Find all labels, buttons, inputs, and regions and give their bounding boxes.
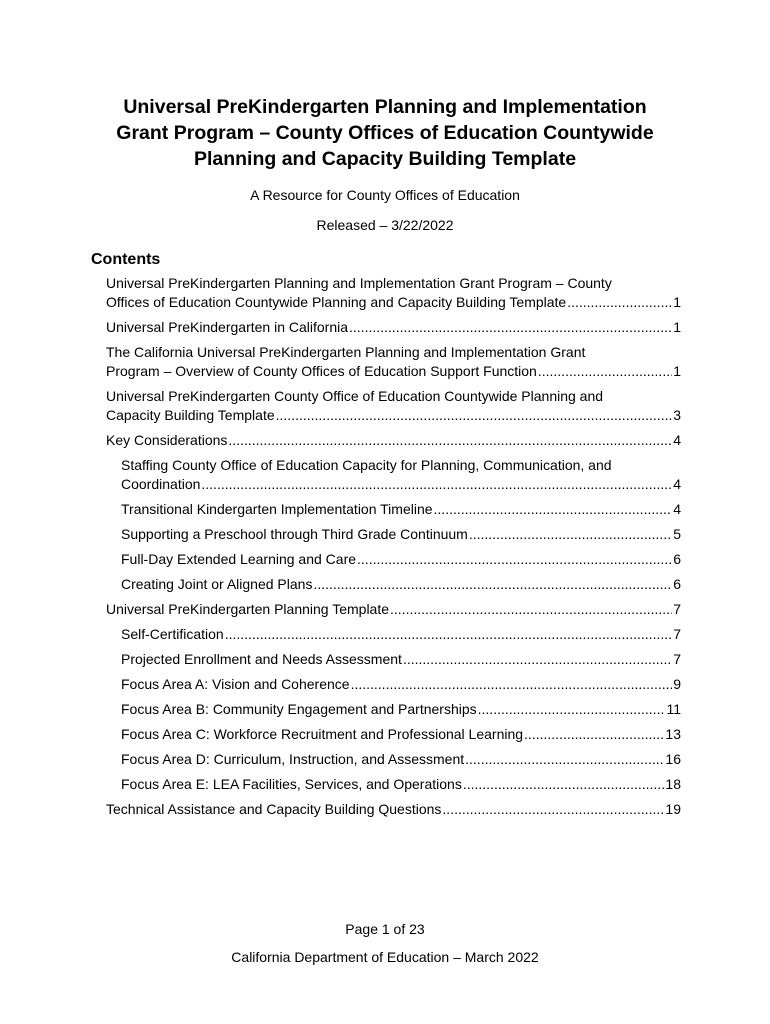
toc-dot-leader — [313, 575, 672, 594]
toc-dot-leader — [276, 406, 673, 425]
toc-entry[interactable] — [121, 750, 681, 769]
toc-dot-leader — [357, 550, 672, 569]
toc-entry-title: Focus Area D: Curriculum, Instruction, and Assessment — [121, 751, 465, 767]
toc-dot-leader — [524, 725, 664, 744]
toc-entry[interactable] — [106, 600, 681, 619]
toc-entry-line — [121, 525, 681, 544]
toc-dot-leader — [351, 675, 673, 694]
toc-entry[interactable] — [106, 431, 681, 450]
toc-dot-leader — [567, 293, 672, 312]
toc-entry[interactable] — [121, 775, 681, 794]
toc-entry-title: Focus Area C: Workforce Recruitment and Professional Learning — [121, 726, 524, 742]
toc-dot-leader — [390, 600, 672, 619]
toc-dot-leader — [465, 750, 664, 769]
toc-entry-title: Self-Certification — [121, 626, 224, 642]
toc-entry-line — [121, 575, 681, 594]
toc-entry[interactable] — [121, 725, 681, 744]
toc-dot-leader — [442, 800, 664, 819]
toc-entry-line — [121, 675, 681, 694]
toc-entry-line — [106, 431, 681, 450]
toc-entry[interactable] — [121, 456, 681, 494]
toc-entry[interactable] — [106, 800, 681, 819]
toc-page-number: 4 — [673, 501, 681, 517]
toc-entry-line — [121, 500, 681, 519]
toc-entry-title: Coordination — [121, 476, 201, 492]
toc-entry-title: Supporting a Preschool through Third Grade Continuum — [121, 526, 468, 542]
toc-entry-title: Creating Joint or Aligned Plans — [121, 576, 313, 592]
toc-page-number: 19 — [665, 801, 681, 817]
toc-entry-line — [106, 406, 681, 425]
toc-page-number: 18 — [665, 776, 681, 792]
toc-entry-title: Focus Area B: Community Engagement and Partnerships — [121, 701, 477, 717]
toc-page-number: 4 — [673, 432, 681, 448]
toc-entry[interactable] — [121, 625, 681, 644]
title-line-3: Planning and Capacity Building Template — [193, 148, 577, 170]
document-title — [0, 94, 770, 172]
toc-entry-title: Projected Enrollment and Needs Assessment — [121, 651, 402, 667]
toc-dot-leader — [225, 625, 673, 644]
toc-page-number: 7 — [673, 651, 681, 667]
toc-entry-line — [121, 775, 681, 794]
toc-dot-leader — [434, 500, 673, 519]
toc-page-number: 5 — [673, 526, 681, 542]
toc-entry-line — [106, 293, 681, 312]
organization-footer: California Department of Education – March 2022 — [231, 949, 539, 965]
toc-page-number: 9 — [673, 676, 681, 692]
toc-entry-title: Transitional Kindergarten Implementation Timeline — [121, 501, 433, 517]
toc-entry[interactable] — [121, 650, 681, 669]
toc-entry-title: Full-Day Extended Learning and Care — [121, 551, 357, 567]
table-of-contents — [106, 274, 681, 825]
release-date: Released – 3/22/2022 — [316, 217, 454, 233]
toc-dot-leader — [403, 650, 672, 669]
toc-entry-title-line: The California Universal PreKindergarten Planning and Implementation Grant — [106, 344, 586, 360]
toc-dot-leader — [538, 362, 672, 381]
toc-entry-line — [106, 318, 681, 337]
toc-entry-title: Technical Assistance and Capacity Building Questions — [106, 801, 442, 817]
toc-dot-leader — [228, 431, 672, 450]
title-line-1: Universal PreKindergarten Planning and Implementation — [123, 96, 647, 118]
toc-entry-line — [121, 700, 681, 719]
contents-heading: Contents — [91, 251, 161, 268]
toc-entry[interactable] — [106, 387, 681, 425]
toc-entry-title: Program – Overview of County Offices of Education Support Function — [106, 363, 537, 379]
toc-entry-title-line: Universal PreKindergarten Planning and Implementation Grant Program – County — [106, 275, 612, 291]
toc-entry-line — [106, 600, 681, 619]
toc-page-number: 7 — [673, 626, 681, 642]
toc-entry-line — [121, 625, 681, 644]
toc-page-number: 6 — [673, 551, 681, 567]
toc-entry-line — [106, 362, 681, 381]
page-number-footer: Page 1 of 23 — [345, 921, 425, 937]
toc-page-number: 7 — [673, 601, 681, 617]
toc-entry[interactable] — [121, 700, 681, 719]
toc-entry-line — [106, 800, 681, 819]
toc-page-number: 11 — [666, 701, 681, 717]
toc-page-number: 16 — [665, 751, 681, 767]
toc-page-number: 1 — [673, 319, 681, 335]
toc-entry-title: Key Considerations — [106, 432, 228, 448]
toc-dot-leader — [463, 775, 665, 794]
toc-entry-title: Universal PreKindergarten Planning Template — [106, 601, 390, 617]
title-line-2: Grant Program – County Offices of Education Countywide — [116, 122, 654, 144]
toc-entry[interactable] — [121, 550, 681, 569]
toc-dot-leader — [469, 525, 672, 544]
toc-entry-title-line: Staffing County Office of Education Capacity for Planning, Communication, and — [121, 457, 612, 473]
toc-entry-title: Focus Area A: Vision and Coherence — [121, 676, 350, 692]
toc-entry-title: Universal PreKindergarten in California — [106, 319, 349, 335]
toc-page-number: 6 — [673, 576, 681, 592]
toc-entry[interactable] — [121, 675, 681, 694]
toc-entry-title: Focus Area E: LEA Facilities, Services, and Operations — [121, 776, 462, 792]
toc-entry-line — [121, 550, 681, 569]
toc-page-number: 1 — [673, 294, 681, 310]
toc-entry-title-line: Universal PreKindergarten County Office of Education Countywide Planning and — [106, 388, 604, 404]
toc-entry[interactable] — [106, 318, 681, 337]
toc-page-number: 13 — [665, 726, 681, 742]
toc-entry[interactable] — [106, 343, 681, 381]
toc-entry-line — [121, 725, 681, 744]
toc-entry[interactable] — [121, 575, 681, 594]
toc-entry-title: Offices of Education Countywide Planning and Capacity Building Template — [106, 294, 567, 310]
toc-entry[interactable] — [106, 274, 681, 312]
toc-page-number: 4 — [673, 476, 681, 492]
toc-entry-line — [121, 475, 681, 494]
toc-dot-leader — [201, 475, 672, 494]
toc-entry[interactable] — [121, 525, 681, 544]
toc-entry-line — [121, 750, 681, 769]
toc-page-number: 3 — [673, 407, 681, 423]
toc-page-number: 1 — [673, 363, 681, 379]
toc-entry-title: Capacity Building Template — [106, 407, 275, 423]
toc-dot-leader — [478, 700, 666, 719]
toc-entry[interactable] — [121, 500, 681, 519]
document-subtitle: A Resource for County Offices of Education — [250, 187, 520, 203]
toc-dot-leader — [349, 318, 672, 337]
toc-entry-line — [121, 650, 681, 669]
